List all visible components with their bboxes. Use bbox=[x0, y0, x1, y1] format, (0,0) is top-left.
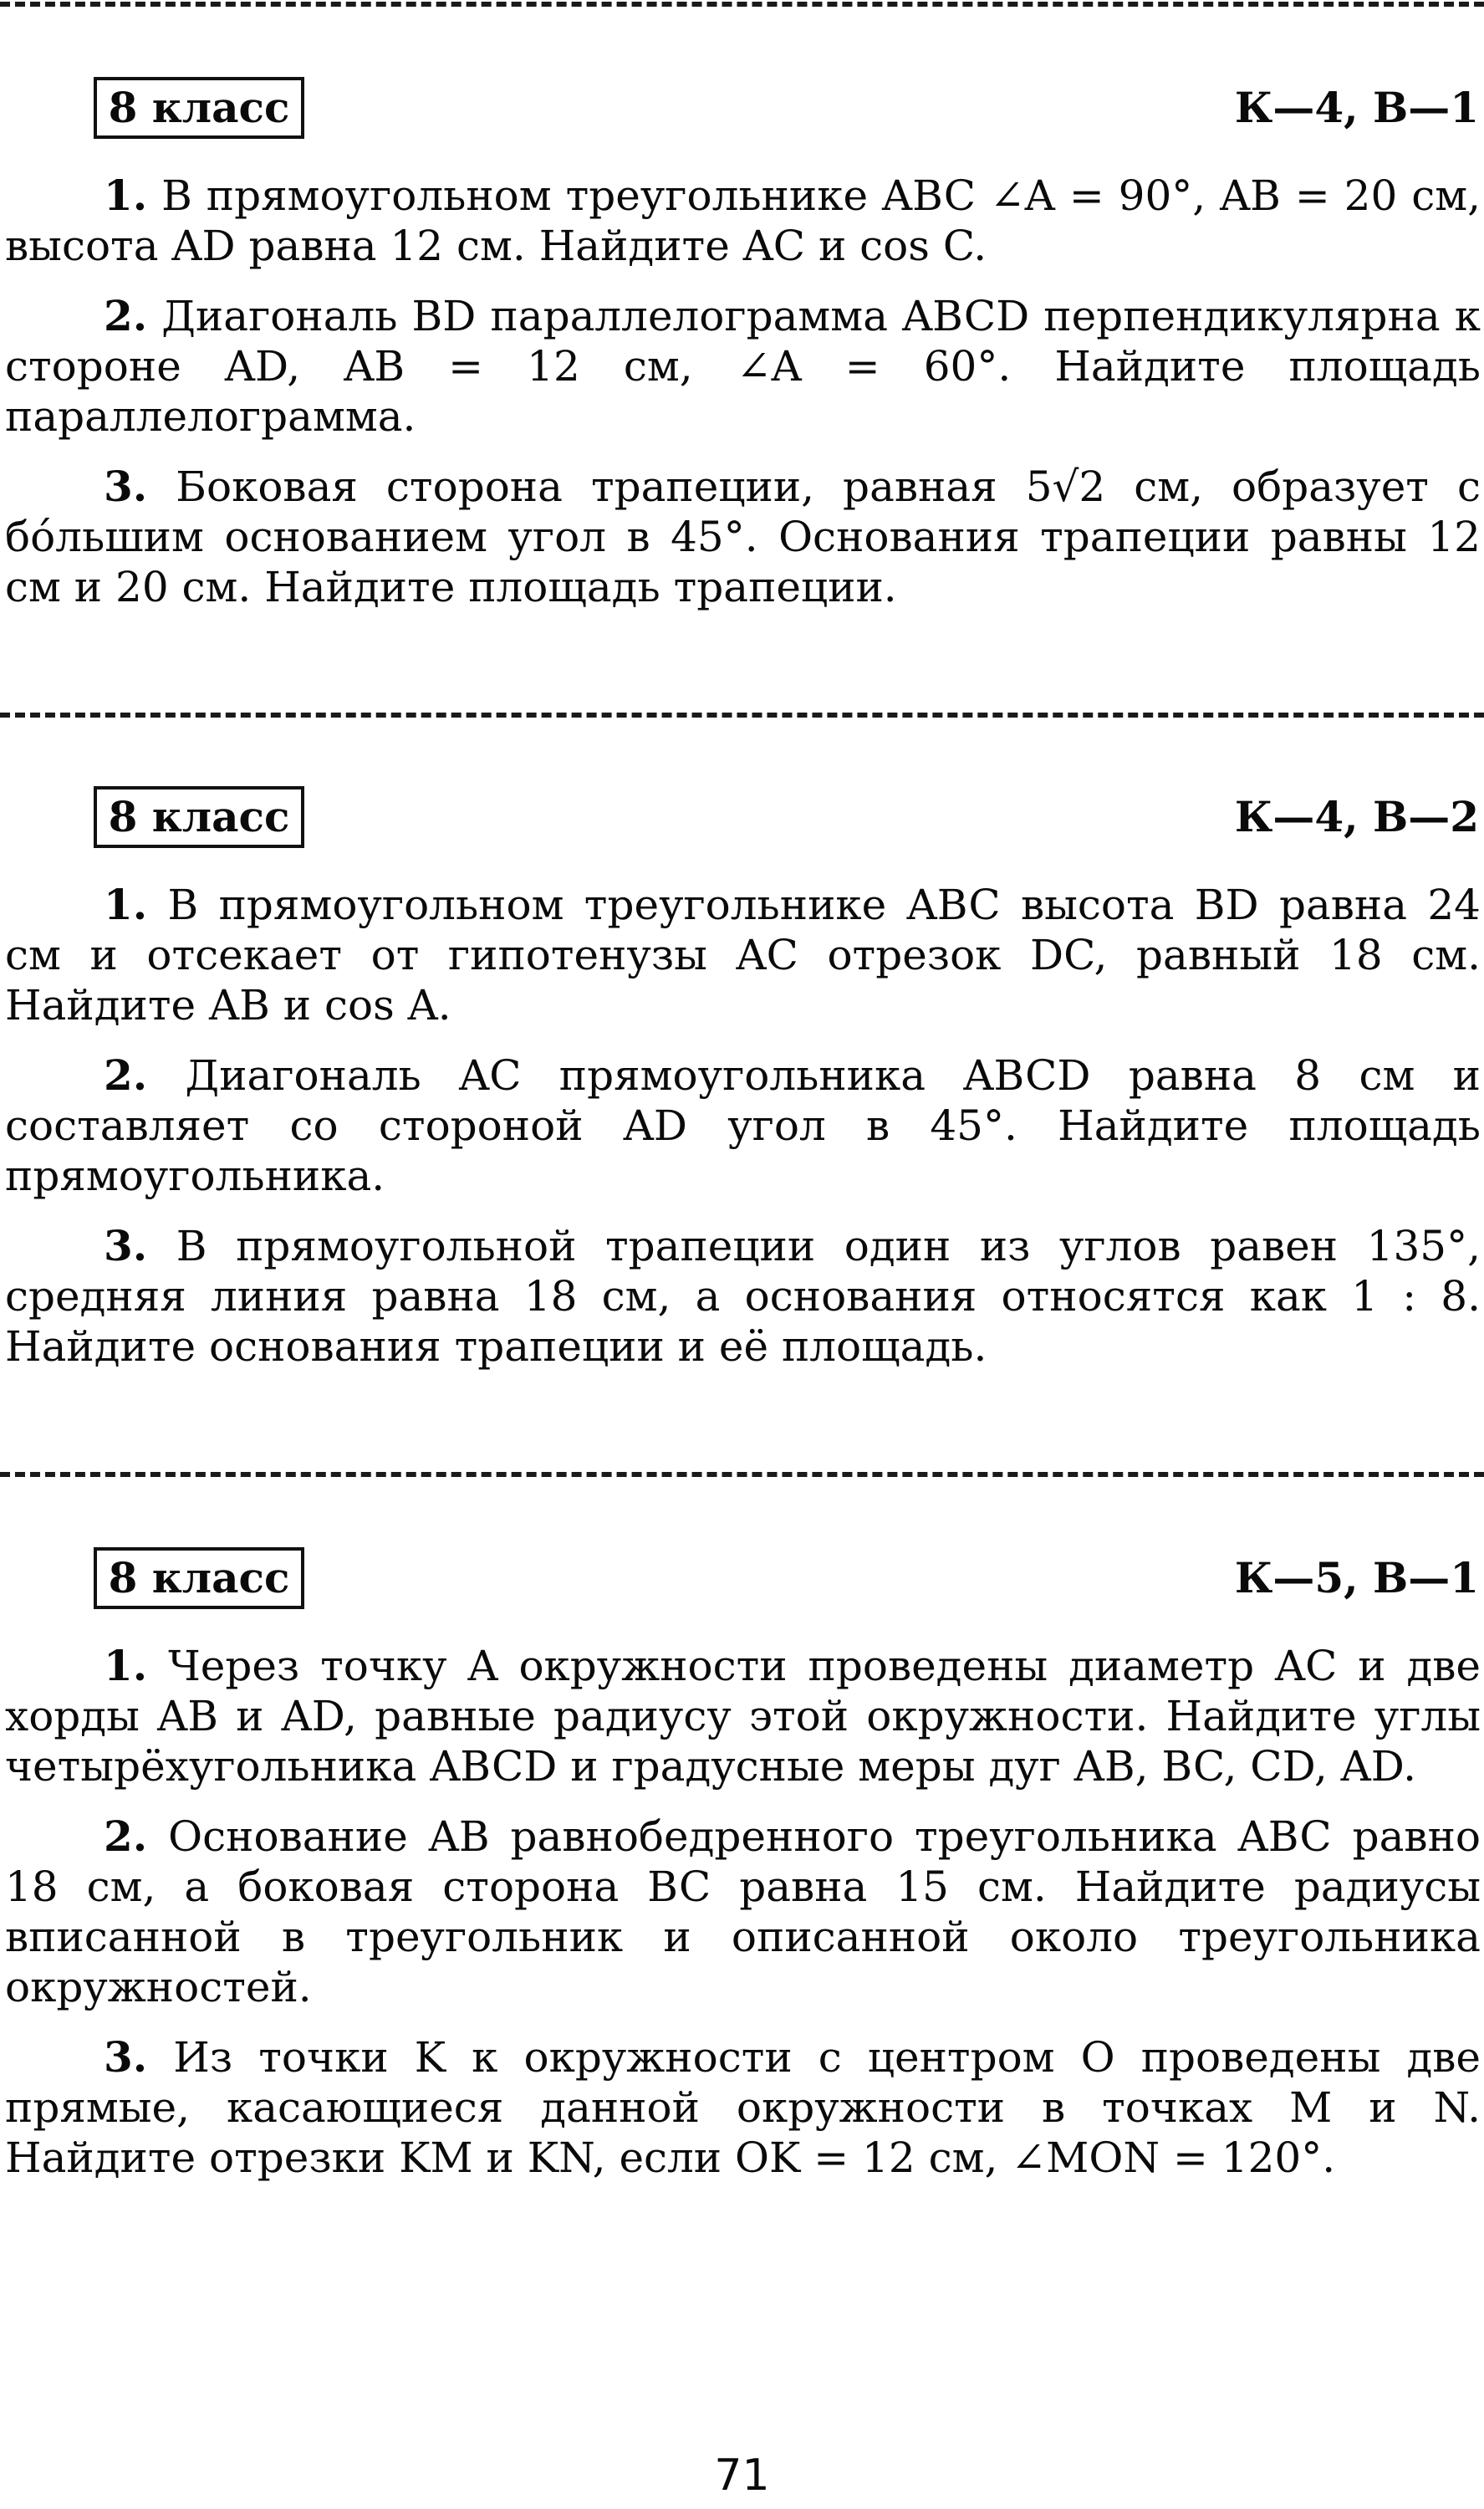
problem-text: В прямоугольной трапеции один из углов равен 135°, средняя линия равна 18 см, а основания относятся как 1 : 8. Найдите основания трапеции и её площадь. bbox=[5, 1222, 1481, 1371]
grade-label: 8 класс bbox=[94, 1547, 304, 1609]
problem-text: В прямоугольном треугольнике ABC ∠A = 90°, AB = 20 см, высота AD равна 12 см. Найдите AC и cos C. bbox=[5, 171, 1481, 270]
problem-number: 1. bbox=[104, 880, 148, 929]
problem-text: Диагональ AC прямоугольника ABCD равна 8 см и составляет со стороной AD угол в 45°. Найдите площадь прямоугольника. bbox=[5, 1051, 1481, 1200]
cut-line bbox=[0, 713, 1484, 718]
problem bbox=[0, 880, 1484, 1030]
problem-text: Через точку A окружности проведены диаметр AC и две хорды AB и AD, равные радиусу этой окружности. Найдите углы четырёхугольника ABCD и градусные меры дуг AB, BC, CD, AD. bbox=[5, 1642, 1481, 1791]
problem bbox=[0, 1811, 1484, 2012]
problem-number: 1. bbox=[104, 1641, 148, 1690]
problem-number: 2. bbox=[104, 1811, 148, 1861]
problem-number: 3. bbox=[104, 462, 148, 511]
problem-number: 1. bbox=[104, 171, 148, 220]
problem bbox=[0, 171, 1484, 271]
variant-label: К—4, В—1 bbox=[1234, 83, 1479, 132]
problem-number: 3. bbox=[104, 1221, 148, 1270]
problem-text: Из точки K к окружности с центром O проведены две прямые, касающиеся данной окружности в точках M и N. Найдите отрезки KM и KN, если OK = 12 см, ∠MON = 120°. bbox=[5, 2033, 1481, 2182]
problem-text: Основание AB равнобедренного треугольника ABC равно 18 см, а боковая сторона BC равна 15 см. Найдите радиусы вписанной в треугольник и описанной около треугольника окружностей. bbox=[5, 1812, 1481, 2011]
problem bbox=[0, 291, 1484, 442]
grade-label: 8 класс bbox=[94, 786, 304, 848]
card-header bbox=[0, 77, 1484, 152]
problem bbox=[0, 2032, 1484, 2183]
test-card-k4-v1 bbox=[0, 77, 1484, 632]
test-card-k5-v1 bbox=[0, 1547, 1484, 2203]
problem-text: Диагональ BD параллелограмма ABCD перпендикулярна к стороне AD, AB = 12 см, ∠A = 60°. Найдите площадь параллелограмма. bbox=[5, 292, 1481, 441]
variant-label: К—5, В—1 bbox=[1234, 1553, 1479, 1602]
page-number: 71 bbox=[714, 2450, 770, 2501]
problem-text: В прямоугольном треугольнике ABC высота BD равна 24 см и отсекает от гипотенузы AC отрезок DC, равный 18 см. Найдите AB и cos A. bbox=[5, 881, 1481, 1030]
test-card-k4-v2 bbox=[0, 786, 1484, 1392]
problem-number: 2. bbox=[104, 1050, 148, 1100]
problem-text: Боковая сторона трапеции, равная 5√2 см, образует с бóльшим основанием угол в 45°. Основания трапеции равны 12 см и 20 см. Найдите площадь трапеции. bbox=[5, 462, 1481, 611]
problem bbox=[0, 1641, 1484, 1791]
card-header bbox=[0, 786, 1484, 861]
grade-label: 8 класс bbox=[94, 77, 304, 139]
card-header bbox=[0, 1547, 1484, 1622]
problem bbox=[0, 1050, 1484, 1201]
problem-number: 2. bbox=[104, 291, 148, 340]
variant-label: К—4, В—2 bbox=[1234, 792, 1479, 841]
problem bbox=[0, 1221, 1484, 1372]
cut-line-top bbox=[0, 2, 1484, 7]
problem bbox=[0, 462, 1484, 612]
problem-number: 3. bbox=[104, 2032, 148, 2082]
cut-line bbox=[0, 1472, 1484, 1477]
